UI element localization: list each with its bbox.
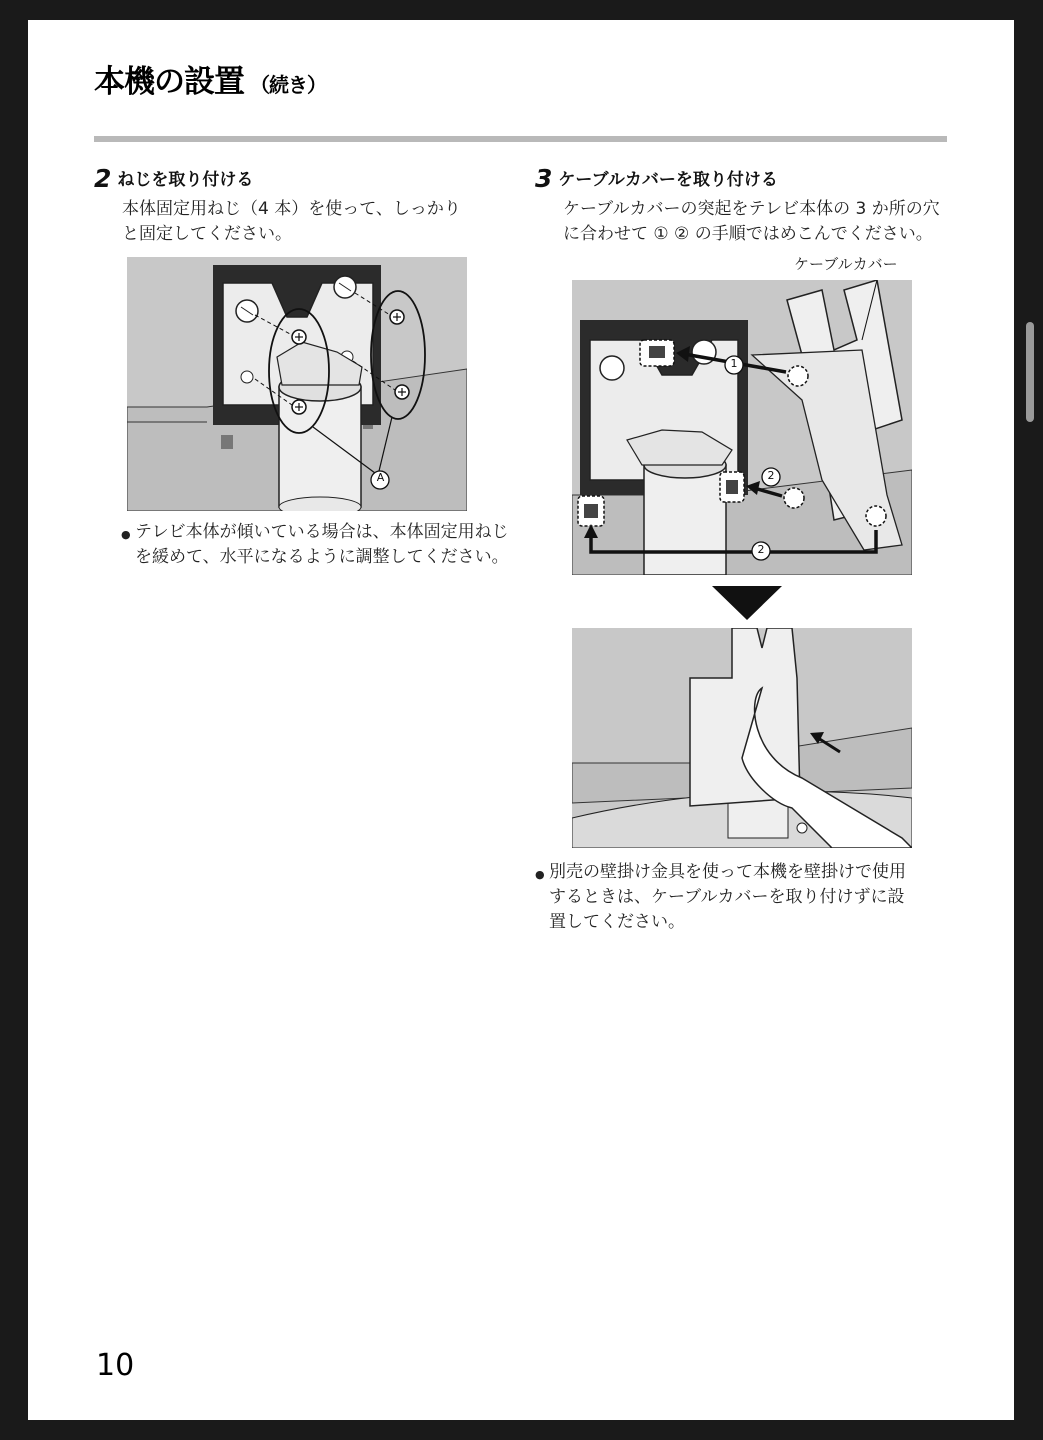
callout-1: 1 bbox=[730, 357, 738, 370]
step-body bbox=[122, 197, 514, 247]
step-body-line: 本体固定用ねじ（4 本）を使って、しっかり bbox=[122, 199, 461, 219]
figure-cable-cover-pressed bbox=[572, 628, 912, 848]
step-heading: ねじを取り付ける bbox=[117, 170, 254, 190]
callout-a: A bbox=[376, 471, 385, 484]
manual-page bbox=[28, 20, 1014, 1420]
note-line: 置してください。 bbox=[549, 912, 685, 932]
step-body-line: ケーブルカバーの突起をテレビ本体の 3 か所の穴 bbox=[563, 199, 940, 219]
note-line: を緩めて、水平になるように調整してください。 bbox=[135, 547, 509, 567]
page-number: 10 bbox=[96, 1348, 135, 1383]
scrollbar[interactable] bbox=[1026, 322, 1034, 422]
step-heading: ケーブルカバーを取り付ける bbox=[558, 170, 778, 190]
note-line: するときは、ケーブルカバーを取り付けずに設 bbox=[549, 887, 905, 907]
step-2 bbox=[94, 164, 514, 247]
note-step3 bbox=[535, 860, 955, 935]
step-body bbox=[563, 197, 955, 247]
down-arrow-icon bbox=[712, 586, 782, 620]
note-line: テレビ本体が傾いている場合は、本体固定用ねじ bbox=[135, 522, 509, 542]
figure-screws bbox=[127, 257, 467, 511]
title-suffix: （続き） bbox=[250, 73, 326, 97]
page-title bbox=[94, 56, 326, 101]
callout-2: 2 bbox=[757, 543, 765, 556]
callout-2: 2 bbox=[767, 469, 775, 482]
note-line: 別売の壁掛け金具を使って本機を壁掛けで使用 bbox=[549, 862, 906, 882]
step-number: 2 bbox=[94, 164, 112, 193]
step-3 bbox=[535, 164, 955, 247]
step-body-line: に合わせて ① ② の手順ではめこんでください。 bbox=[563, 224, 933, 244]
note-step2 bbox=[121, 520, 521, 570]
step-body-line: と固定してください。 bbox=[122, 224, 292, 244]
step-number: 3 bbox=[535, 164, 553, 193]
label-cable-cover: ケーブルカバー bbox=[794, 255, 898, 273]
title-main: 本機の設置 bbox=[94, 64, 244, 100]
bullet: ● bbox=[121, 528, 131, 541]
title-rule bbox=[94, 136, 947, 142]
bullet: ● bbox=[535, 868, 545, 881]
figure-cable-cover-attach bbox=[572, 280, 912, 575]
